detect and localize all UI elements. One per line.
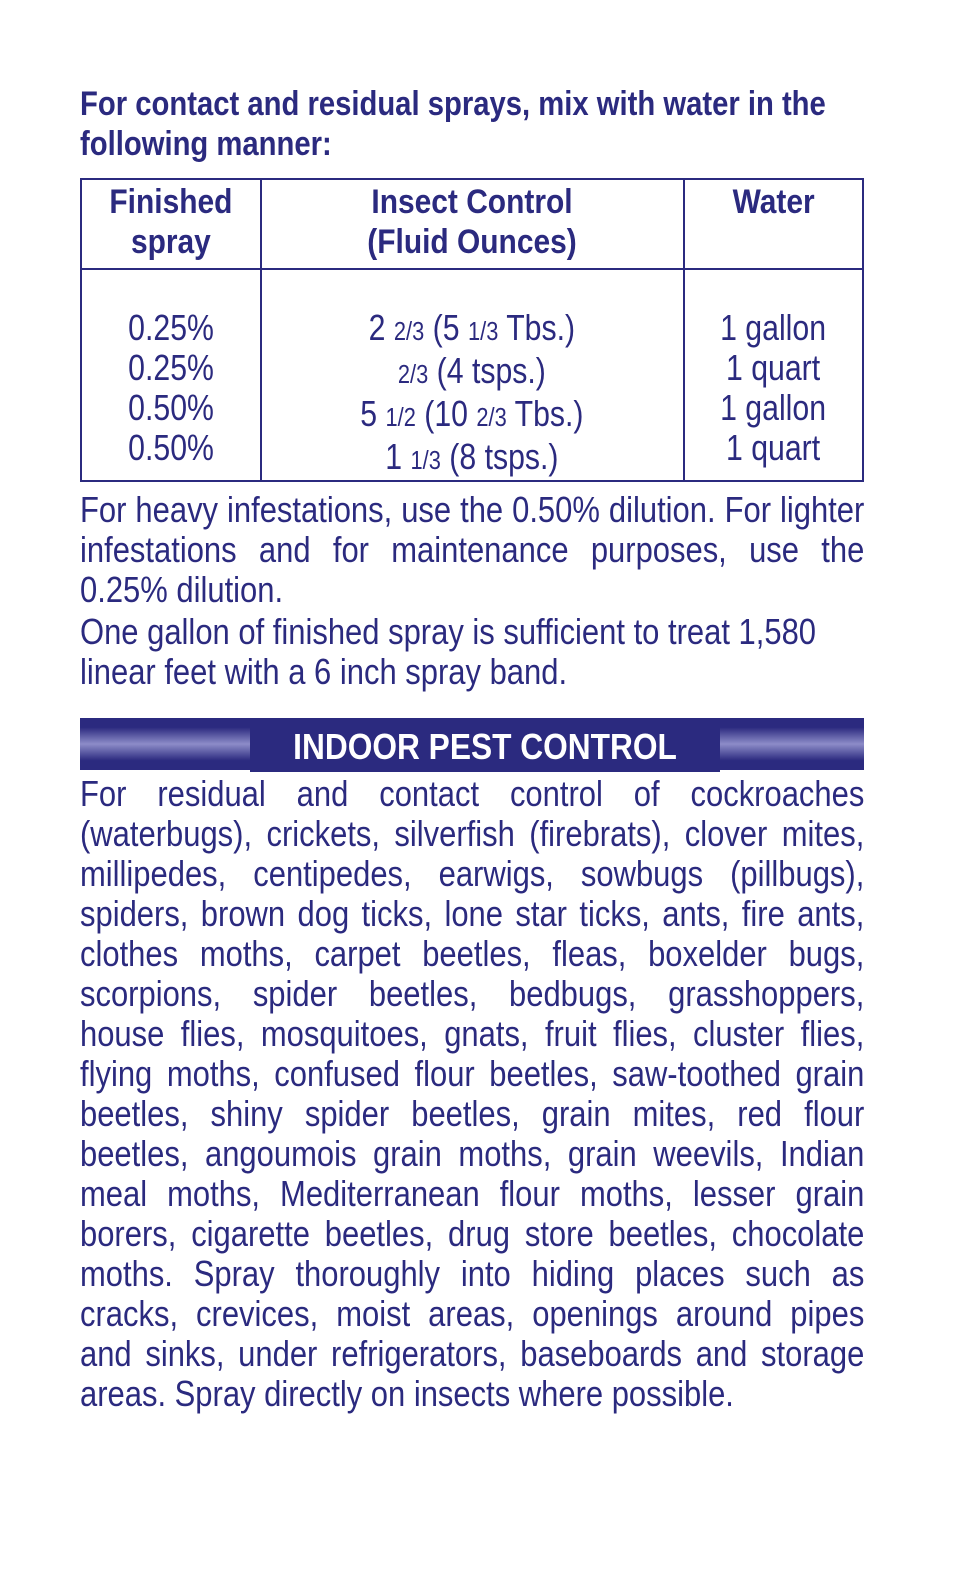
header-insect-control-line2: (Fluid Ounces) <box>367 223 577 261</box>
table-cell: 2 2/3 (5 1/3 Tbs.) <box>369 307 576 348</box>
water-column <box>684 269 863 481</box>
table-cell: 0.25% <box>127 347 214 388</box>
header-water <box>684 179 863 269</box>
header-finished-spray-line2: spray <box>130 223 211 261</box>
indoor-pest-control-text: For residual and contact control of cockroaches (waterbugs), crickets, silverfish (firebrats), clover mites, millipedes, centipedes, earwigs, sowbugs (pillbugs), spiders, brown dog ticks, lone star ticks, ants, fire ants, clothes moths, carpet beetles, fleas, boxelder bugs, scorpions, spider beetles, bedbugs, grasshoppers, house flies, mosquitoes, gnats, fruit flies, cluster flies, flying moths, confused flour beetles, saw-toothed grain beetles, shiny spider beetles, grain mites, red flour beetles, angoumois grain moths, grain weevils, Indian meal moths, Mediterranean flour moths, lesser grain borers, cigarette beetles, drug store beetles, chocolate moths. Spray thoroughly into hiding places such as cracks, crevices, moist areas, openings around pipes and sinks, under refrigerators, baseboards and storage areas. Spray directly on insects where possible. <box>80 773 865 1414</box>
section-title: INDOOR PEST CONTROL <box>250 722 720 772</box>
table-cell: 0.50% <box>127 427 214 468</box>
table-cell: 1 gallon <box>720 307 827 348</box>
coverage-note: One gallon of finished spray is sufficient to treat 1,580 linear feet with a 6 inch spray band. <box>80 611 817 692</box>
header-finished-spray-line1: Finished <box>109 183 233 221</box>
dilution-table <box>80 178 864 482</box>
table-cell: 0.50% <box>127 387 214 428</box>
header-water-line1: Water <box>732 183 815 221</box>
finished-spray-column <box>81 269 261 481</box>
header-insect-control <box>261 179 684 269</box>
table-cell: 1 quart <box>726 347 821 388</box>
header-finished-spray <box>81 179 261 269</box>
table-cell: 5 1/2 (10 2/3 Tbs.) <box>360 393 584 434</box>
table-cell: 2/3 (4 tsps.) <box>398 350 547 391</box>
table-header-row <box>81 179 863 269</box>
table-body-row <box>81 269 863 481</box>
intro-text: For contact and residual sprays, mix with water in the following manner: <box>80 85 826 163</box>
insect-control-column <box>261 269 684 481</box>
table-cell: 1 1/3 (8 tsps.) <box>385 436 559 477</box>
table-cell: 1 quart <box>726 427 821 468</box>
table-cell: 1 gallon <box>720 387 827 428</box>
dilution-note: For heavy infestations, use the 0.50% dilution. For lighter infestations and for maintenance purposes, use the 0.25% dilution. <box>80 489 865 610</box>
header-insect-control-line1: Insect Control <box>371 183 573 221</box>
table-cell: 0.25% <box>127 307 214 348</box>
